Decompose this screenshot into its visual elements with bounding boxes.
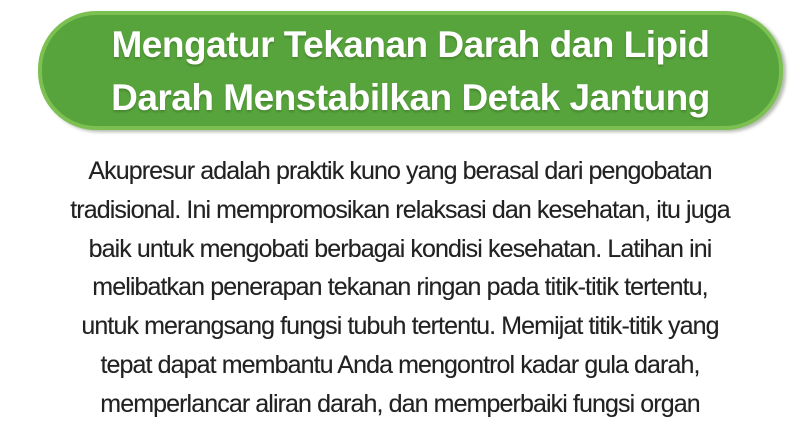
paragraph-line: tepat dapat membantu Anda mengontrol kadar gula darah,: [100, 350, 700, 379]
paragraph-line: baik untuk mengobati berbagai kondisi kesehatan. Latihan ini: [88, 234, 712, 263]
paragraph-line: melibatkan penerapan tekanan ringan pada titik-titik tertentu,: [92, 273, 708, 302]
title-banner: [38, 11, 783, 130]
paragraph-line: untuk merangsang fungsi tubuh tertentu. Memijat titik-titik yang: [81, 312, 719, 341]
paragraph-line: tradisional. Ini mempromosikan relaksasi dan kesehatan, itu juga: [70, 195, 730, 224]
article-paragraph: [0, 152, 800, 424]
title-line-1: Mengatur Tekanan Darah dan Lipid: [111, 23, 710, 65]
paragraph-line: Akupresur adalah praktik kuno yang berasal dari pengobatan: [88, 157, 712, 185]
title-line-2: Darah Menstabilkan Detak Jantung: [111, 76, 710, 118]
paragraph-line: memperlancar aliran darah, dan memperbaiki fungsi organ: [100, 389, 700, 418]
